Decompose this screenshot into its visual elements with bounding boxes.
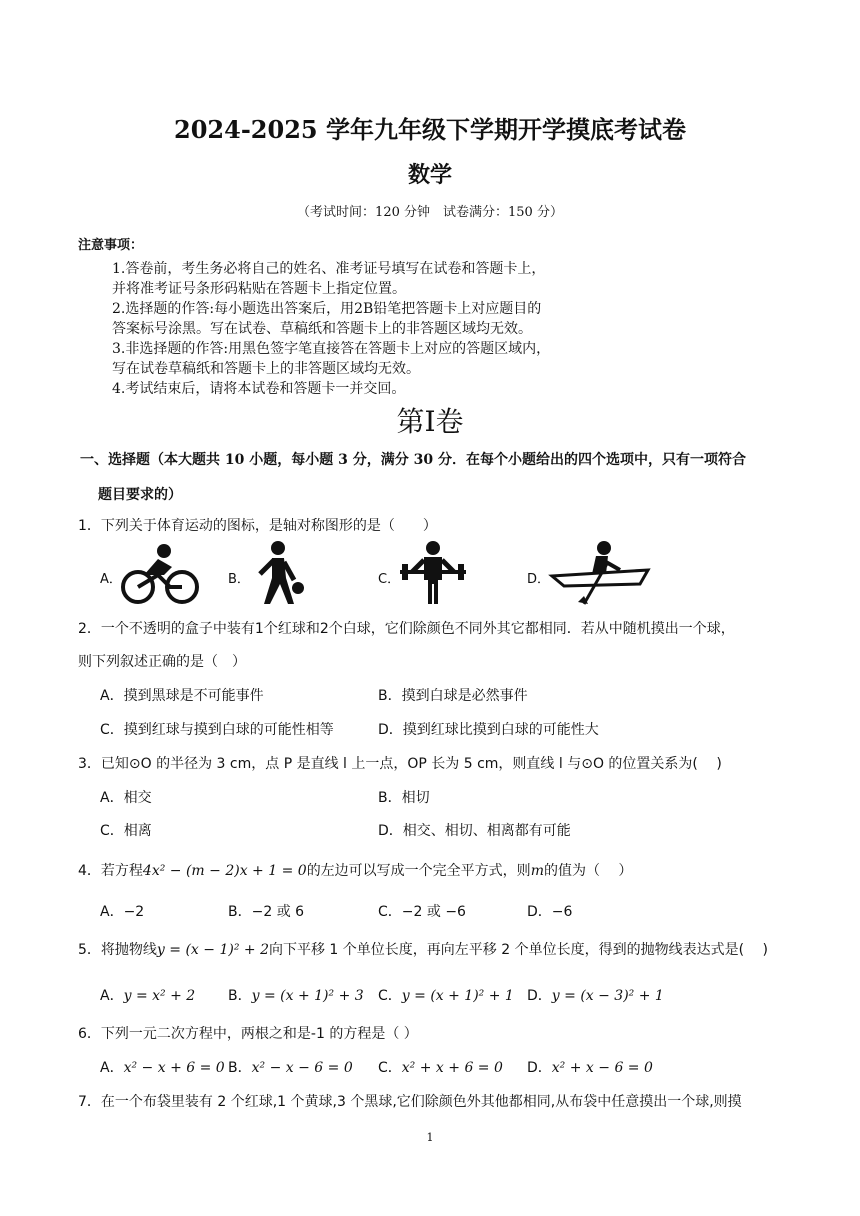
q6-option-d-label: D． [527,1060,552,1076]
notice-line: 答案标号涂黑。写在试卷、草稿纸和答题卡上的非答题区域均无效。 [112,321,532,337]
question-4-stem [78,860,632,880]
weightlifter-icon [398,540,468,606]
question-1-stem: 1．下列关于体育运动的图标，是轴对称图形的是（ ） [78,518,437,534]
q5-option-c-label: C． [378,988,402,1004]
q5-stem-a: 5．将抛物线 [78,942,157,958]
q2-option-a: A．摸到黑球是不可能事件 [100,688,264,704]
question-3-stem: 3．已知⊙O 的半径为 3 cm，点 P 是直线 l 上一点，OP 长为 5 cm，则直线 l 与⊙O 的位置关系为( ) [78,756,722,772]
q5-stem-b: 向下平移 1 个单位长度，再向左平移 2 个单位长度，得到的抛物线表达式是( ) [268,942,768,958]
q5-option-d-expr: y = (x − 3)² + 1 [551,988,664,1004]
exam-info: （考试时间：120 分钟 试卷满分：150 分） [297,205,563,220]
q6-option-a-expr: x² − x + 6 = 0 [123,1060,225,1076]
q4-equation: 4x² − (m − 2)x + 1 = 0 [142,863,307,879]
q5-option-c-expr: y = (x + 1)² + 1 [401,988,514,1004]
q3-option-a: A．相交 [100,790,152,806]
q5-option-d-label: D． [527,988,552,1004]
bowler-icon [248,540,308,606]
q1-option-b-label: B． [228,572,250,587]
q6-option-a [100,1057,225,1077]
notice-line: 写在试卷草稿纸和答题卡上的非答题区域均无效。 [112,361,420,377]
notice-line: 1.答卷前，考生务必将自己的姓名、准考证号填写在试卷和答题卡上， [112,261,546,277]
q5-option-a-expr: y = x² + 2 [123,988,196,1004]
q1-option-c-label: C． [378,572,401,587]
q4-option-c: C．−2 或 −6 [378,904,466,920]
volume-title: 第I卷 [396,405,464,438]
q5-option-a-label: A． [100,988,124,1004]
subject-title: 数学 [407,162,452,188]
question-7-stem: 7．在一个布袋里装有 2 个红球,1 个黄球,3 个黑球,它们除颜色外其他都相同,从布袋中任意摸出一个球,则摸 [78,1094,742,1110]
q6-option-b-label: B． [228,1060,252,1076]
notice-line: 4.考试结束后，请将本试卷和答题卡一并交回。 [112,381,406,397]
q5-option-b-expr: y = (x + 1)² + 3 [251,988,364,1004]
rower-icon [548,540,654,608]
page-number: 1 [426,1131,434,1144]
section-heading-cont: 题目要求的） [98,487,182,503]
q5-option-b-label: B． [228,988,252,1004]
question-5-stem [78,939,768,959]
q6-option-c [378,1057,503,1077]
q3-option-d: D．相交、相切、相离都有可能 [378,823,571,839]
q6-option-d-expr: x² + x − 6 = 0 [551,1060,653,1076]
q5-option-c [378,985,514,1005]
question-2-stem-cont: 则下列叙述正确的是（ ） [78,654,246,670]
q6-option-b [228,1057,353,1077]
q3-option-b: B．相切 [378,790,430,806]
q6-option-b-expr: x² − x − 6 = 0 [251,1060,353,1076]
q6-option-c-label: C． [378,1060,402,1076]
q4-option-d: D．−6 [527,904,573,920]
notice-line: 3.非选择题的作答:用黑色签字笔直接答在答题卡上对应的答题区域内， [112,341,551,357]
notice-line: 2.选择题的作答:每小题选出答案后，用2B铅笔把答题卡上对应题目的 [112,301,542,317]
q1-option-a-label: A． [100,572,122,587]
q4-stem-b: 的左边可以写成一个完全平方式，则 [306,863,531,879]
q5-option-b [228,985,364,1005]
notice-heading: 注意事项： [78,238,144,253]
q4-stem-c: 的值为（ ） [543,863,633,879]
q4-variable: m [530,863,544,879]
q6-option-a-label: A． [100,1060,124,1076]
q4-option-b: B．−2 或 6 [228,904,305,920]
q5-equation: y = (x − 1)² + 2 [156,942,269,958]
section-heading: 一、选择题（本大题共 10 小题，每小题 3 分，满分 30 分．在每个小题给出的四个选项中，只有一项符合 [80,452,746,468]
q2-option-c: C．摸到红球与摸到白球的可能性相等 [100,722,334,738]
q3-option-c: C．相离 [100,823,152,839]
q4-stem-a: 4．若方程 [78,863,143,879]
q2-option-d: D．摸到红球比摸到白球的可能性大 [378,722,599,738]
exam-title: 2024-2025 学年九年级下学期开学摸底考试卷 [174,115,686,144]
notice-line: 并将准考证号条形码粘贴在答题卡上指定位置。 [112,281,406,297]
q1-option-d-label: D． [527,572,551,587]
q5-option-a [100,985,195,1005]
question-6-stem: 6．下列一元二次方程中，两根之和是-1 的方程是（ ） [78,1026,418,1042]
q4-option-a: A．−2 [100,904,145,920]
q6-option-d [527,1057,653,1077]
cyclist-icon [120,543,200,605]
q5-option-d [527,985,664,1005]
question-2-stem: 2．一个不透明的盒子中装有1个红球和2个白球，它们除颜色不同外其它都相同．若从中随机摸出一个球， [78,621,735,637]
q6-option-c-expr: x² + x + 6 = 0 [401,1060,503,1076]
q2-option-b: B．摸到白球是必然事件 [378,688,528,704]
